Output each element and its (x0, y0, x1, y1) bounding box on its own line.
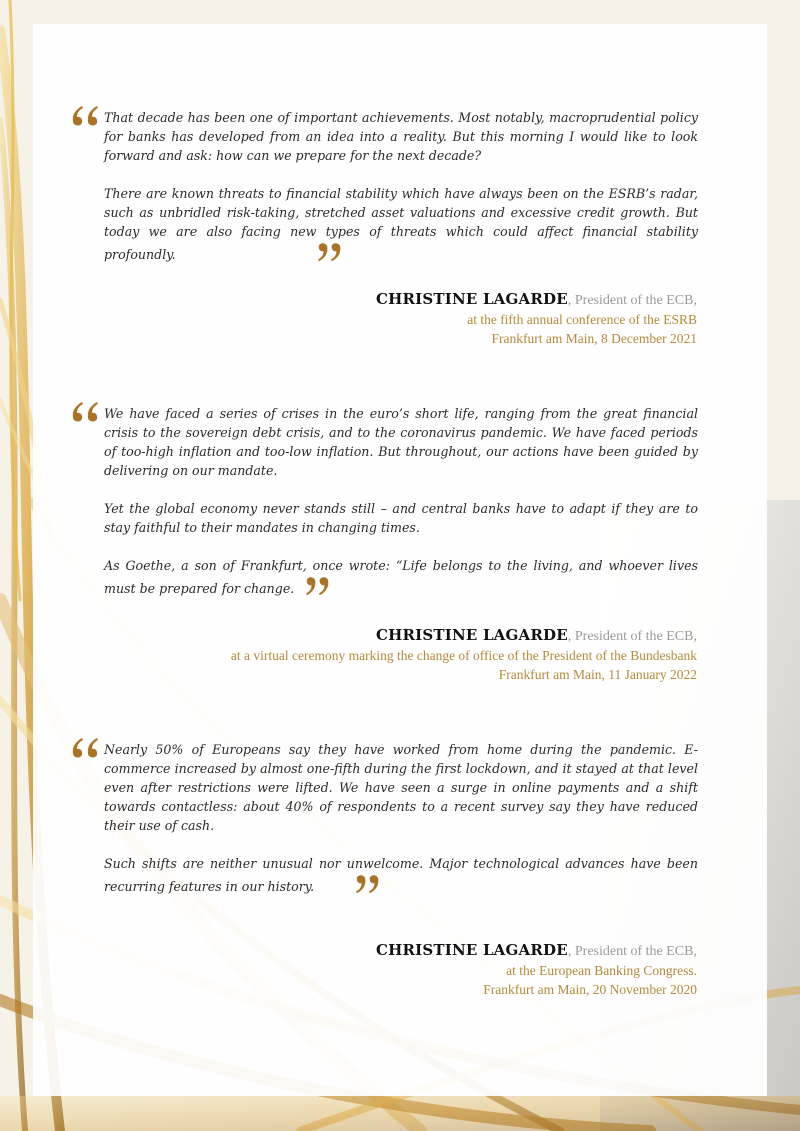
place-date: Frankfurt am Main, 8 December 2021 (491, 331, 697, 346)
speaker-name: CHRISTINE LAGARDE (375, 290, 568, 308)
quote-paragraph: Nearly 50% of Europeans say they have worked from home during the pandemic. E-commerce increased by almost one-fifth during the first lockdown, and it stayed at that level even after restrictions were lifted. We have seen a surge in online payments and a shift towards contactless: about 40% of respondents to a recent survey say they have reduced their use of cash. (104, 742, 698, 833)
open-quote-icon (70, 398, 100, 428)
speaker-name: CHRISTINE LAGARDE (375, 626, 568, 644)
open-quote-icon (70, 734, 100, 764)
quote-2 (70, 404, 698, 599)
quote-paragraph: As Goethe, a son of Frankfurt, once wrote: “Life belongs to the living, and whoever lives must be prepared for change. (104, 556, 698, 599)
close-quote-icon (354, 873, 382, 897)
quote-text (104, 740, 698, 897)
quote-paragraph: Such shifts are neither unusual nor unwelcome. Major technological advances have been recurring features in our history. (104, 854, 698, 897)
close-quote-icon (316, 241, 344, 265)
place-date: Frankfurt am Main, 11 January 2022 (498, 667, 697, 682)
quote-text (104, 108, 698, 265)
speaker-role: , President of the ECB, (567, 944, 697, 959)
open-quote-icon (70, 102, 100, 132)
speaker-role: , President of the ECB, (567, 629, 697, 644)
attribution-1 (376, 290, 697, 348)
quote-paragraph: We have faced a series of crises in the euro’s short life, ranging from the great financial crisis to the sovereign debt crisis, and to the coronavirus pandemic. We have faced periods of too-high inflation and too-low inflation. But throughout, our actions have been guided by delivering on our mandate. (104, 406, 698, 478)
speech-context: at the European Banking Congress. (506, 963, 697, 978)
place-date: Frankfurt am Main, 20 November 2020 (483, 982, 697, 997)
quote-1 (70, 108, 698, 265)
quote-3 (70, 740, 698, 897)
attribution-2 (231, 626, 697, 684)
quote-paragraph: Yet the global economy never stands still – and central banks have to adapt if they are to stay faithful to their mandates in changing times. (104, 501, 698, 535)
speech-context: at the fifth annual conference of the ESRB (467, 312, 697, 327)
speaker-name: CHRISTINE LAGARDE (375, 941, 568, 959)
quote-paragraph: There are known threats to financial stability which have always been on the ESRB’s radar, such as unbridled risk-taking, stretched asset valuations and excessive credit growth. But today we are also facing new types of threats which could affect financial stability profoundly. (104, 184, 698, 265)
attribution-3 (376, 941, 697, 999)
close-quote-icon (304, 575, 332, 599)
speaker-role: , President of the ECB, (567, 293, 697, 308)
speech-context: at a virtual ceremony marking the change of office of the President of the Bundesbank (230, 648, 697, 663)
quote-text (104, 404, 698, 599)
quote-paragraph: That decade has been one of important achievements. Most notably, macroprudential policy for banks has developed from an idea into a reality. But this morning I would like to look forward and ask: how can we prepare for the next decade? (104, 110, 698, 163)
